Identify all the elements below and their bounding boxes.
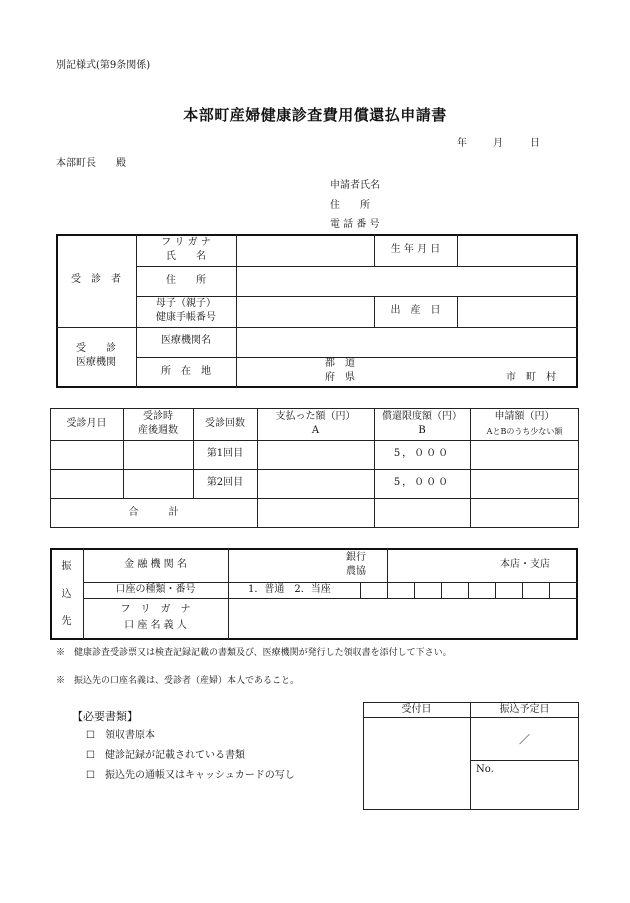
date-slash: ／ <box>519 733 530 746</box>
received-date-label: 受付日 <box>401 704 432 715</box>
header-request-2: AとBのうち少ない額 <box>486 427 563 436</box>
header-limit-1: 償還限度額（円） <box>382 411 462 422</box>
note-2: ※ 振込先の口座名義は、受診者（産婦）本人であること。 <box>56 676 300 686</box>
note-1: ※ 健康診査受診票又は検査記録記載の書類及び、医療機関が発行した領収書を添付して下さい。 <box>56 648 452 658</box>
transfer-side-2: 込 <box>61 589 72 600</box>
holder-furigana-label: フ リ ガ ナ <box>120 604 191 615</box>
form-reference: 別記様式(第9条関係) <box>56 60 151 71</box>
row-1-count: 第1回目 <box>206 448 244 459</box>
institution-group-label-1: 受 診 <box>76 343 116 354</box>
institution-name-label: 医療機関名 <box>161 335 211 346</box>
header-weeks-1: 受診時 <box>143 411 173 422</box>
bank-label-1: 銀行 <box>346 552 366 563</box>
header-weeks-2: 産後週数 <box>138 425 178 436</box>
bank-label-2: 農協 <box>346 566 366 577</box>
date-year: 年 <box>457 138 467 149</box>
checkbox-icon: ☐ <box>86 730 95 741</box>
applicant-name-label: 申請者氏名 <box>330 180 380 191</box>
examinee-group-label: 受 診 者 <box>71 274 121 285</box>
row-2-limit: 5，０００ <box>393 477 451 488</box>
addressee: 本部町長 殿 <box>56 158 126 169</box>
institution-location-label: 所 在 地 <box>161 366 211 377</box>
address-label: 住 所 <box>166 275 206 286</box>
checkbox-icon: ☐ <box>86 750 95 761</box>
applicant-phone-label: 電 話 番 号 <box>330 219 380 230</box>
required-doc-item: ☐ 振込先の通帳又はキャッシュカードの写し <box>86 770 295 781</box>
date-day: 日 <box>530 138 540 149</box>
handbook-label-2: 健康手帳番号 <box>156 312 216 323</box>
branch-label: 本店・支店 <box>500 559 550 570</box>
name-label: 氏 名 <box>166 251 206 262</box>
date-month: 月 <box>493 138 503 149</box>
birthdate-label: 生 年 月 日 <box>390 244 441 255</box>
bank-name-label: 金 融 機 関 名 <box>124 559 187 570</box>
header-visit-date: 受診月日 <box>66 418 107 429</box>
required-doc-item: ☐ 領収書原本 <box>86 730 155 741</box>
header-count: 受診回数 <box>205 418 245 429</box>
total-label: 合 計 <box>128 507 179 518</box>
required-docs-heading: 【必要書類】 <box>72 710 138 723</box>
page-title: 本部町産婦健康診査費用償還払申請書 <box>183 106 447 124</box>
todo-label: 都 道 <box>325 358 355 369</box>
header-request-1: 申請額（円） <box>494 411 555 422</box>
scheduled-date-label: 振込予定日 <box>499 704 550 715</box>
number-label: No. <box>476 764 494 775</box>
header-paid-1: 支払った額（円） <box>275 411 356 422</box>
row-1-limit: 5，０００ <box>393 448 451 459</box>
header-paid-2: A <box>311 425 320 436</box>
delivery-date-label: 出 産 日 <box>390 305 441 316</box>
checkbox-icon: ☐ <box>86 770 95 781</box>
fuken-label: 府 県 <box>325 372 355 383</box>
account-label: 口座の種類・番号 <box>115 584 196 595</box>
account-types: 1．普通 2．当座 <box>248 584 331 595</box>
handbook-label-1: 母子（親子） <box>156 298 216 309</box>
transfer-side-1: 振 <box>61 561 72 572</box>
header-limit-2: B <box>418 425 426 436</box>
shichoson-label: 市 町 村 <box>506 372 556 383</box>
institution-group-label-2: 医療機関 <box>76 357 116 368</box>
applicant-address-label: 住 所 <box>330 200 370 211</box>
required-doc-item: ☐ 健診記録が記載されている書類 <box>86 750 245 761</box>
furigana-label: フ リ ガ ナ <box>161 237 211 248</box>
holder-label: 口 座 名 義 人 <box>124 620 187 631</box>
transfer-side-3: 先 <box>61 616 72 627</box>
row-2-count: 第2回目 <box>206 477 244 488</box>
